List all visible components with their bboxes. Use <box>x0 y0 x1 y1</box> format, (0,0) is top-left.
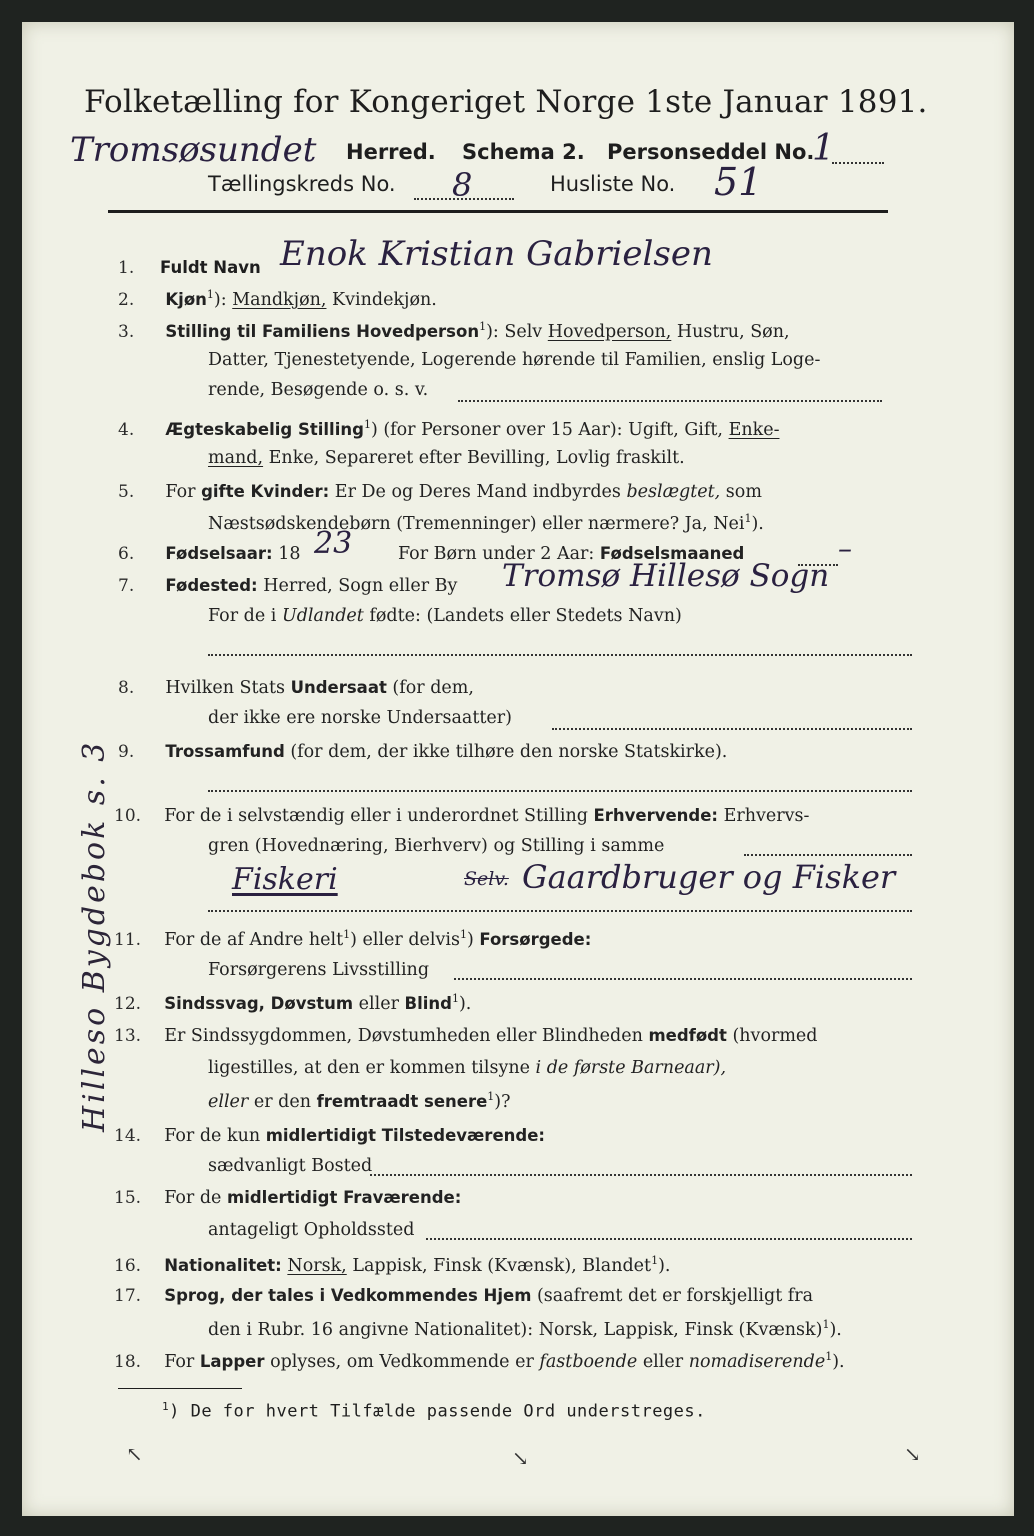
item-9-rest: (for dem, der ikke tilhøre den norske Statskirke). <box>290 742 728 762</box>
item-13-row3 <box>208 1090 511 1112</box>
footnote-text: ) De for hvert Tilfælde passende Ord understreges. <box>169 1401 706 1422</box>
item-8-label: Undersaat <box>290 678 387 697</box>
item-14-dots <box>370 1174 912 1176</box>
item-11-row1: 11. For de af Andre helt$^1$) eller delvis$^1$) Forsørgede: <box>114 928 592 950</box>
item-9-row <box>118 742 727 762</box>
item-6-month-label: Fødselsmaaned <box>599 544 745 563</box>
kreds-no: 8 <box>452 166 473 204</box>
schema-label: Schema 2. <box>462 140 585 164</box>
item-10-occupation-value1: Fiskeri <box>232 862 338 897</box>
item-3-row1 <box>118 320 790 342</box>
item-5-som: som <box>725 482 762 502</box>
item-4-sup: 1 <box>363 418 371 431</box>
item-10-label: Erhvervende: <box>593 806 719 825</box>
item-1-label: Fuldt Navn <box>160 258 261 277</box>
item-15-pre: For de <box>164 1188 222 1208</box>
personseddel-label: Personseddel No. <box>607 140 815 164</box>
item-10-pre: For de i selvstændig eller i underordnet Stilling <box>164 806 588 826</box>
item-5-sup: 1 <box>744 512 752 525</box>
item-12-mid: eller <box>358 993 399 1014</box>
item-8-rest: (for dem, <box>392 678 474 698</box>
item-2-option-kvindekjon: Kvindekjøn. <box>332 289 437 310</box>
item-2-pre: ): <box>213 289 227 310</box>
item-12-number: 12. <box>114 993 142 1014</box>
footnote-sup: 1 <box>162 1400 170 1413</box>
item-2-row <box>118 288 437 310</box>
item-16-sup: 1 <box>651 1254 659 1267</box>
husliste-no: 51 <box>714 160 763 204</box>
item-5-label: gifte Kvinder: <box>201 482 330 501</box>
item-11-pre: For de af Andre helt <box>164 929 344 950</box>
item-17-row2 <box>208 1318 842 1340</box>
item-1-name-value: Enok Kristian Gabrielsen <box>280 234 713 274</box>
kreds-label: Tællingskreds No. <box>208 172 396 196</box>
item-18-nomadiserende: nomadiserende <box>688 1351 826 1372</box>
item-3-selected-hovedperson: Hovedperson, <box>547 321 672 342</box>
item-3-dots <box>458 400 882 402</box>
item-12-row <box>114 992 471 1014</box>
margin-note-vertical: Hilleso Bygdebok s. 3 <box>77 739 112 1132</box>
item-7-line2a: For de i <box>208 606 277 626</box>
item-16-rest: Lappisk, Finsk (Kvænsk), Blandet <box>352 1255 652 1276</box>
item-11-line2: Forsørgerens Livsstilling <box>208 960 430 980</box>
item-2-label: Kjøn <box>165 289 207 309</box>
item-10-row1 <box>114 806 809 826</box>
footnote-rule <box>118 1388 242 1389</box>
item-10-struck-word: Selv. <box>464 868 509 890</box>
item-9-label: Trossamfund <box>165 742 285 761</box>
item-4-line2: Enke, Separeret efter Bevilling, Lovlig fraskilt. <box>268 448 685 468</box>
item-2-number: 2. <box>118 289 135 310</box>
personseddel-no: 1 <box>812 128 835 169</box>
item-5-rest: Er De og Deres Mand indbyrdes <box>334 482 621 502</box>
item-13-pre: Er Sindssygdommen, Døvstumheden eller Blindheden <box>164 1026 643 1046</box>
item-18-row <box>114 1350 845 1372</box>
item-6-year-value: 23 <box>314 526 353 561</box>
item-17-end: ). <box>829 1319 842 1340</box>
item-14-label: midlertidigt Tilstedeværende: <box>265 1126 545 1145</box>
item-4-row2 <box>208 448 685 468</box>
item-13-row2 <box>208 1058 726 1078</box>
item-16-number: 16. <box>114 1255 142 1276</box>
item-9-dots <box>208 790 912 792</box>
item-14-number: 14. <box>114 1126 142 1146</box>
item-15-label: midlertidigt Fraværende: <box>227 1188 462 1207</box>
item-8-dots <box>552 728 912 730</box>
item-15-row1 <box>114 1188 461 1208</box>
item-5-row2 <box>208 512 764 534</box>
item-6-number: 6. <box>118 544 135 564</box>
item-2-sup: 1 <box>206 288 214 301</box>
item-10-occupation-value2: Gaardbruger og Fisker <box>522 858 896 896</box>
item-7-birthplace-value: Tromsø Hillesø Sogn <box>502 558 830 594</box>
item-6-prefix: 18 <box>278 544 301 564</box>
item-14-pre: For de kun <box>164 1126 261 1146</box>
item-12-label: Sindssvag, Døvstum <box>164 993 354 1013</box>
item-17-sup: 1 <box>822 1318 830 1331</box>
item-13-line3a: er den <box>253 1091 311 1112</box>
item-11-dots <box>454 978 912 980</box>
item-10-dots-a <box>744 854 912 856</box>
herred-handwritten: Tromsøsundet <box>70 130 317 170</box>
item-8-row1 <box>118 678 474 698</box>
item-12-sup: 1 <box>451 992 459 1005</box>
item-7-row2 <box>208 606 682 626</box>
item-11-number: 11. <box>114 929 142 950</box>
item-10-rest: Erhvervs- <box>723 806 810 826</box>
form-title: Folketælling for Kongeriget Norge 1ste Januar 1891. <box>84 84 928 120</box>
item-13-row1 <box>114 1026 818 1046</box>
item-3-rest: Hustru, Søn, <box>676 321 790 342</box>
item-10-dots-b <box>208 910 912 912</box>
item-18-sup: 1 <box>825 1350 833 1363</box>
item-6-row <box>118 544 301 564</box>
corner-mark-left: ↖ <box>126 1442 143 1466</box>
item-18-end: ). <box>832 1351 845 1372</box>
item-7-line2b: fødte: (Landets eller Stedets Navn) <box>369 606 682 626</box>
item-13-line2ital: i de første Barneaar), <box>535 1058 727 1078</box>
item-8-line2: der ikke ere norske Undersaatter) <box>208 708 512 728</box>
item-3-line3: rende, Besøgende o. s. v. <box>208 380 429 400</box>
item-5-line2: Næstsødskendebørn (Tremenninger) eller nærmere? Ja, Nei <box>208 513 745 534</box>
item-3-pre: ): Selv <box>486 321 543 342</box>
item-13-eller: eller <box>208 1091 249 1112</box>
item-18-label: Lapper <box>199 1351 265 1371</box>
item-7-label: Fødested: <box>165 576 258 595</box>
item-17-label: Sprog, der tales i Vedkommendes Hjem <box>164 1286 532 1305</box>
item-15-dots <box>426 1238 912 1240</box>
item-17-line2: den i Rubr. 16 angivne Nationalitet): Norsk, Lappisk, Finsk (Kvænsk) <box>208 1319 823 1340</box>
item-6-month-value: – <box>838 532 852 565</box>
item-10-line2: gren (Hovednæring, Bierhverv) og Stilling i samme <box>208 836 665 856</box>
item-13-number: 13. <box>114 1026 142 1046</box>
item-4-selected-mand: mand, <box>208 448 264 468</box>
item-7-udlandet: Udlandet <box>281 606 364 626</box>
item-18-number: 18. <box>114 1351 142 1372</box>
footnote <box>162 1400 706 1422</box>
husliste-label: Husliste No. <box>550 172 676 196</box>
item-11-sup-2: 1 <box>459 928 467 941</box>
item-15-number: 15. <box>114 1188 142 1208</box>
header-rule <box>108 210 888 213</box>
item-18-fastboende: fastboende <box>539 1351 638 1372</box>
item-18-mid: oplyses, om Vedkommende er <box>270 1351 534 1372</box>
item-1-number: 1. <box>118 258 135 278</box>
item-7-rest: Herred, Sogn eller By <box>263 576 458 596</box>
item-13-rest: (hvormed <box>732 1026 818 1046</box>
item-6-children-label: For Børn under 2 Aar: <box>398 544 595 564</box>
item-12-label2: Blind <box>404 993 452 1013</box>
item-4-rest: ) (for Personer over 15 Aar): Ugift, Gift, <box>370 419 723 440</box>
item-5-row1 <box>118 482 762 502</box>
item-5-pre: For <box>165 482 196 502</box>
item-4-row1 <box>118 418 779 440</box>
item-3-label: Stilling til Familiens Hovedperson <box>165 321 480 341</box>
personseddel-dots <box>832 162 884 164</box>
item-16-label: Nationalitet: <box>164 1255 282 1275</box>
item-13-label: medfødt <box>648 1026 727 1045</box>
item-3-line2: Datter, Tjenestetyende, Logerende hørende til Familien, enslig Loge- <box>208 350 821 370</box>
item-17-number: 17. <box>114 1286 142 1306</box>
item-4-selected-enke: Enke- <box>728 419 780 440</box>
item-17-row1 <box>114 1286 813 1306</box>
item-2-option-mandkjon: Mandkjøn, <box>232 289 327 310</box>
item-11-label: Forsørgede: <box>479 929 592 949</box>
item-7-row1 <box>118 576 457 596</box>
item-6-label: Fødselsaar: <box>165 544 273 563</box>
item-13-senere: fremtraadt senere <box>316 1091 488 1111</box>
item-14-row1 <box>114 1126 545 1146</box>
item-9-number: 9. <box>118 742 135 762</box>
item-7-dots <box>208 654 912 656</box>
item-5-number: 5. <box>118 482 135 502</box>
item-3-number: 3. <box>118 321 135 342</box>
item-4-label: Ægteskabelig Stilling <box>165 419 364 439</box>
item-5-end: ). <box>751 513 764 534</box>
item-14-line2: sædvanligt Bosted <box>208 1156 373 1176</box>
item-17-rest: (saafremt det er forskjelligt fra <box>536 1286 814 1306</box>
item-18-eller: eller <box>642 1351 684 1372</box>
item-5-beslaegtet: beslægtet, <box>626 482 721 502</box>
item-8-number: 8. <box>118 678 135 698</box>
herred-label: Herred. <box>346 140 436 164</box>
item-11-sup: 1 <box>343 928 351 941</box>
item-16-selected-norsk: Norsk, <box>287 1255 347 1276</box>
item-11-mid: ) eller delvis <box>350 929 460 950</box>
corner-mark-center: ↘ <box>512 1446 529 1470</box>
item-3-sup: 1 <box>479 320 487 333</box>
item-12-end: ). <box>458 993 472 1014</box>
item-16-row <box>114 1254 670 1276</box>
census-form-sheet <box>22 22 1014 1516</box>
item-13-line2a: ligestilles, at den er kommen tilsyne <box>208 1058 530 1078</box>
item-7-number: 7. <box>118 576 135 596</box>
item-10-number: 10. <box>114 806 142 826</box>
corner-mark-right: ↘ <box>904 1442 921 1466</box>
item-13-sup: 1 <box>487 1090 495 1103</box>
item-16-end: ). <box>658 1255 671 1276</box>
item-8-pre: Hvilken Stats <box>165 678 285 698</box>
item-4-number: 4. <box>118 419 135 440</box>
item-13-end: )? <box>494 1091 511 1112</box>
item-18-pre: For <box>164 1351 195 1372</box>
item-15-line2: antageligt Opholdssted <box>208 1220 415 1240</box>
